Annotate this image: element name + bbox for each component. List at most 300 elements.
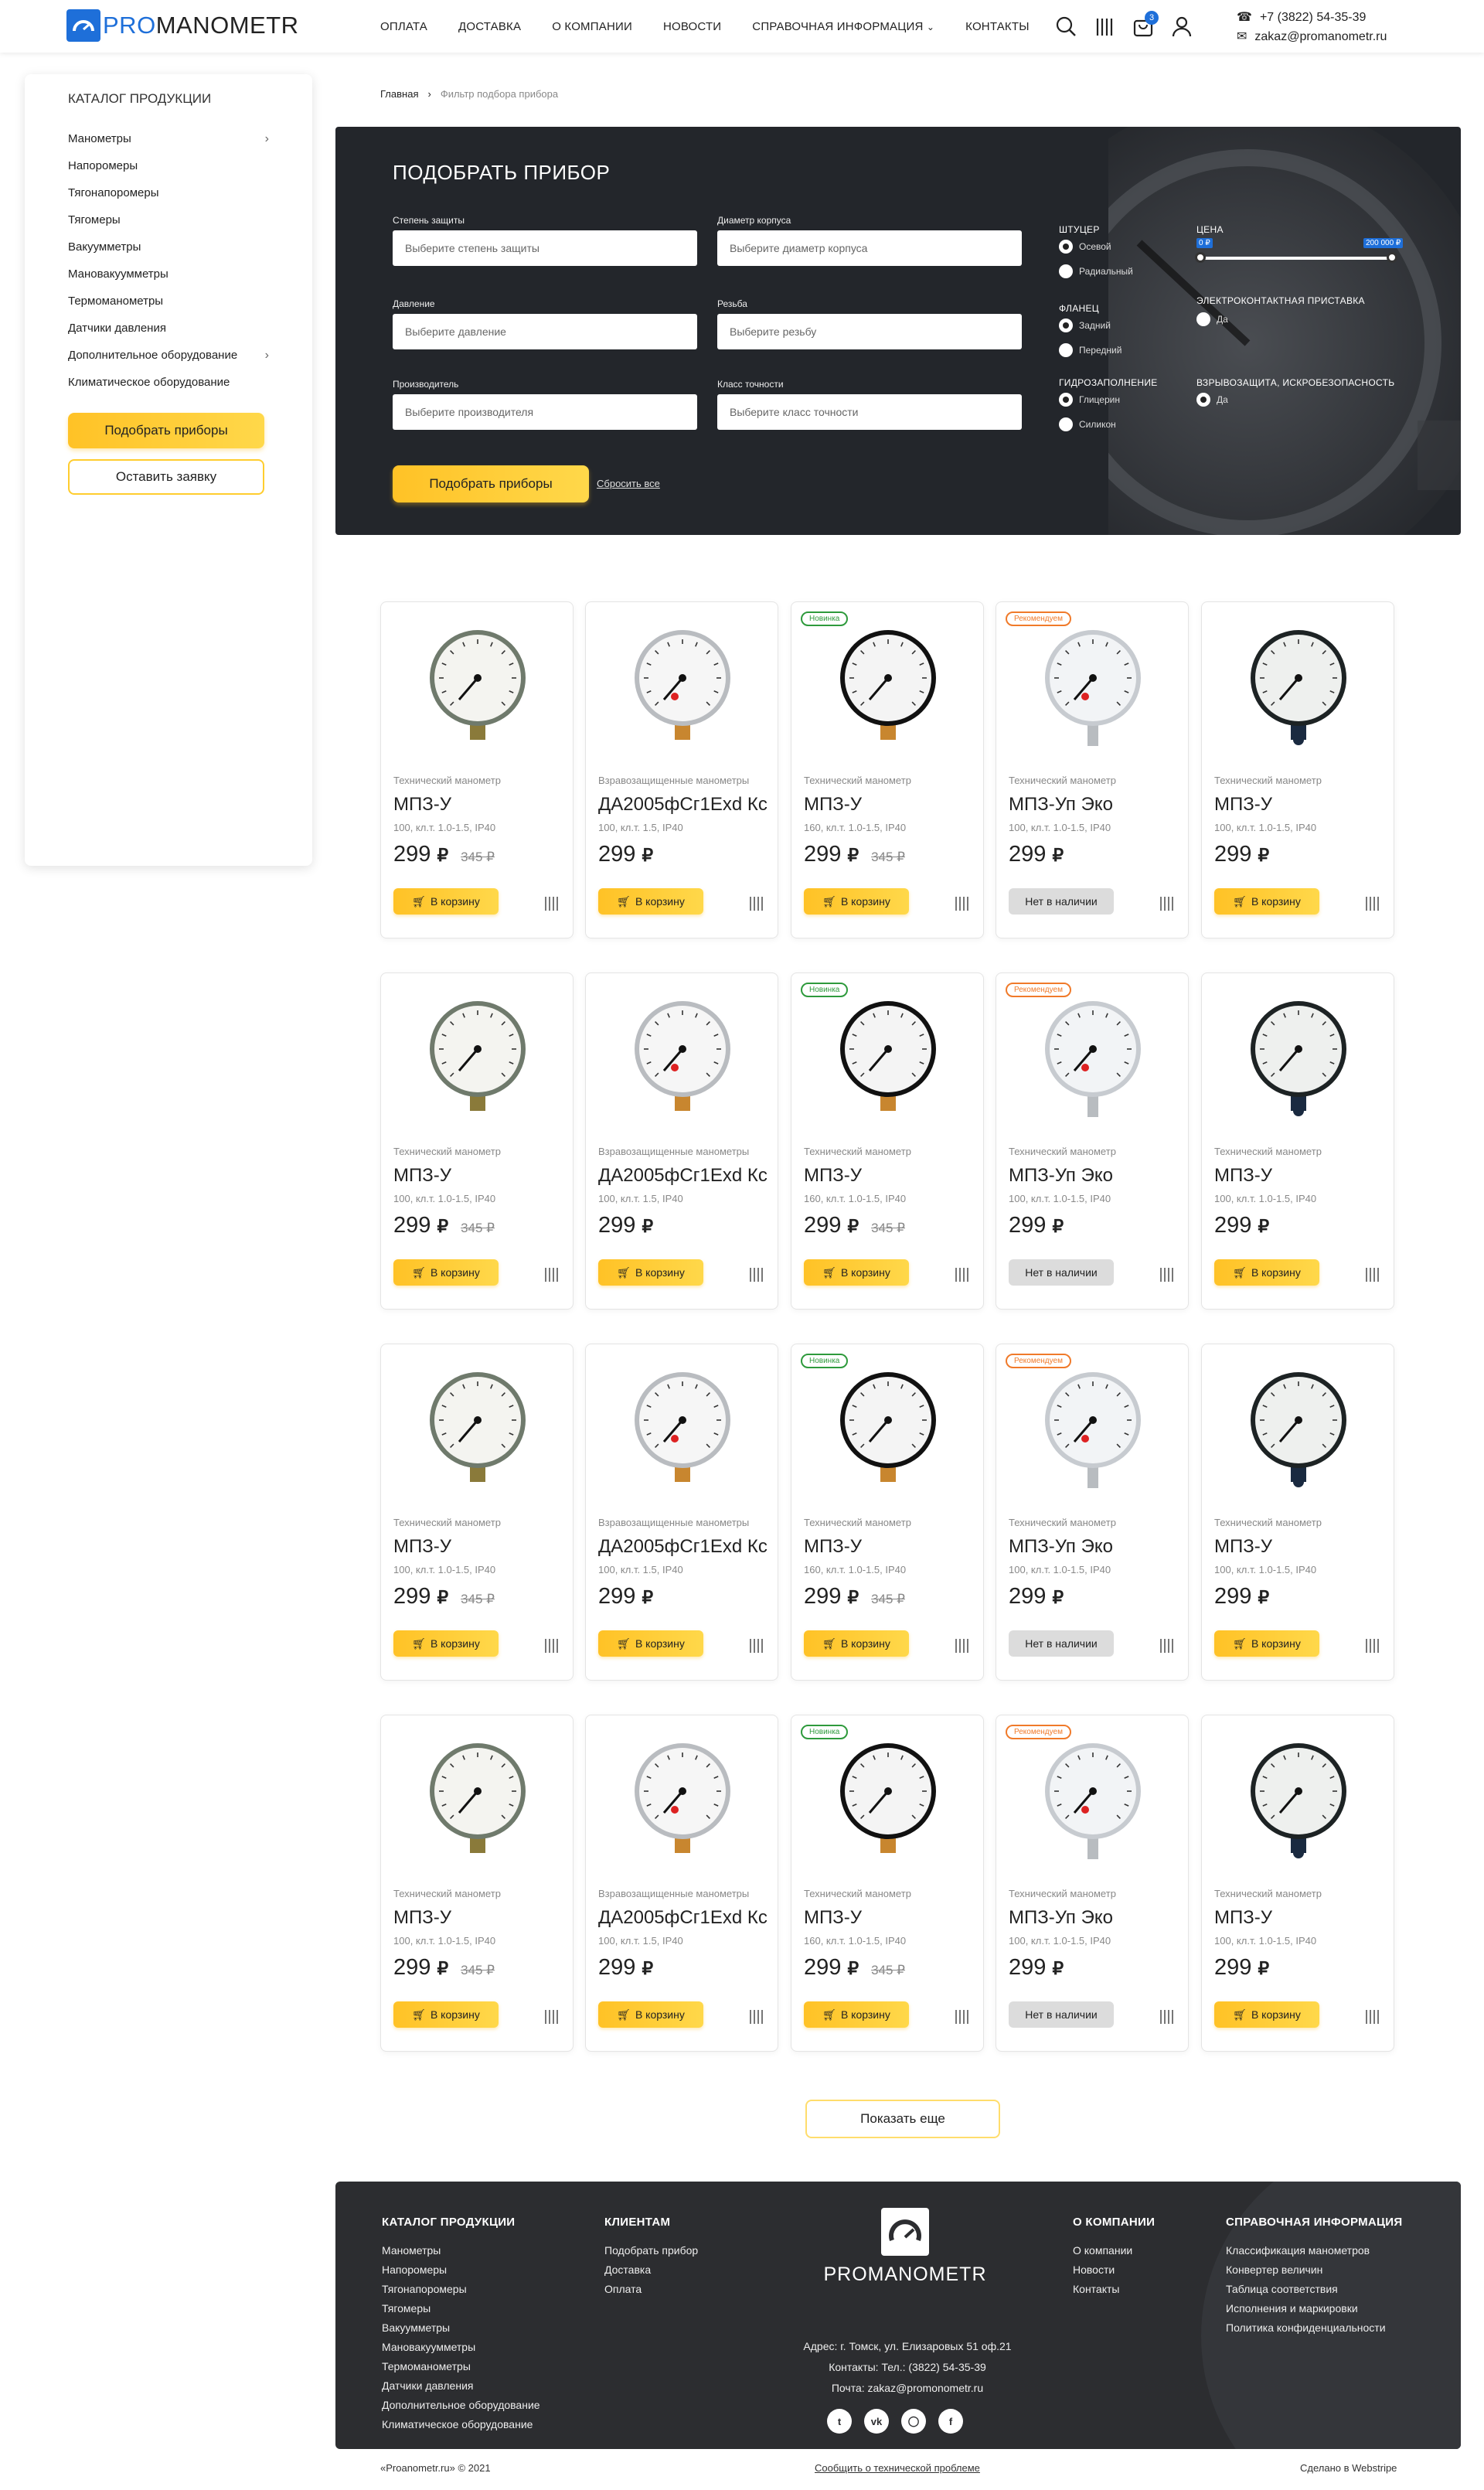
gidro-title: ГИДРОЗАПОЛНЕНИЕ (1059, 377, 1158, 388)
copyright: «Proanometr.ru» © 2021 (380, 2462, 491, 2474)
footer-catalog-link[interactable]: Климатическое оборудование (382, 2418, 533, 2430)
nav-contacts[interactable]: КОНТАКТЫ (965, 20, 1030, 33)
add-to-cart-label: В корзину (840, 895, 890, 908)
footer-catalog (382, 2212, 540, 2434)
radio-dot (1059, 417, 1073, 431)
show-more-button[interactable]: Показать еще (805, 2100, 1000, 2138)
site-header (0, 0, 1484, 53)
currency: ₽ (1052, 1216, 1064, 1236)
filter-reset-link[interactable]: Сбросить все (597, 478, 660, 489)
currency: ₽ (437, 1958, 449, 1978)
add-to-cart-label: В корзину (635, 1266, 685, 1279)
vk-icon[interactable]: vk (864, 2409, 889, 2434)
field-label-thread: Резьба (717, 298, 747, 309)
price-max-handle[interactable] (1387, 252, 1397, 263)
chevron-right-icon[interactable]: › (264, 349, 269, 362)
product-card[interactable] (585, 1344, 778, 1681)
chevron-right-icon: › (427, 88, 431, 100)
product-image[interactable] (586, 996, 779, 1120)
product-image[interactable] (381, 1368, 574, 1491)
currency: ₽ (642, 1958, 654, 1978)
sidebar-item[interactable] (68, 206, 269, 233)
cart-icon: 🛒︎ (1233, 1265, 1247, 1279)
cart-icon: 🛒︎ (1233, 894, 1247, 908)
product-category: Технический манометр (1214, 1517, 1322, 1528)
cart-icon: 🛒︎ (412, 2008, 426, 2021)
logo[interactable] (66, 9, 299, 42)
product-price (598, 1955, 653, 1981)
product-price (804, 1213, 905, 1238)
product-price (804, 1955, 905, 1981)
compare-icon[interactable] (1364, 1265, 1381, 1282)
footer-catalog-link[interactable]: Вакуумметры (382, 2321, 451, 2334)
currency: ₽ (437, 1216, 449, 1236)
price-max-tag: 200 000 ₽ (1363, 238, 1403, 248)
product-price (393, 842, 495, 867)
footer-catalog-link[interactable]: Термоманометры (382, 2360, 471, 2372)
radio-shtutser-axial[interactable] (1059, 240, 1111, 254)
footer-phone[interactable]: Контакты: Тел.: (3822) 54-35-39 (829, 2361, 986, 2373)
cart-icon: 🛒︎ (412, 1637, 426, 1650)
footer-catalog-link[interactable]: Тягонапоромеры (382, 2283, 467, 2295)
instagram-icon[interactable]: ◯ (901, 2409, 926, 2434)
add-to-cart-button[interactable] (393, 2001, 499, 2028)
facebook-icon[interactable]: f (938, 2409, 963, 2434)
compare-icon[interactable] (1159, 894, 1176, 911)
filter-title: ПОДОБРАТЬ ПРИБОР (393, 161, 611, 184)
footer-info-link[interactable]: Политика конфиденциальности (1226, 2321, 1386, 2334)
footer-catalog-link[interactable]: Мановакуумметры (382, 2341, 476, 2353)
product-name[interactable]: ДА2005фСг1Exd Кс (598, 794, 768, 815)
product-name[interactable]: МПЗ-Уп Эко (1009, 1165, 1113, 1186)
footer-clients-link[interactable]: Подобрать прибор (604, 2244, 699, 2257)
product-category: Взравозащищенные манометры (598, 1888, 750, 1899)
product-spec: 100, кл.т. 1.0-1.5, IP40 (1009, 1935, 1111, 1947)
radio-dot (1059, 393, 1073, 407)
protection-select[interactable]: Выберите степень защиты (393, 230, 697, 266)
product-name[interactable]: МПЗ-У (1214, 1907, 1272, 1928)
out-of-stock-button[interactable]: Нет в наличии (1009, 1259, 1114, 1286)
price-value: 299 (1214, 1584, 1252, 1609)
breadcrumb-home[interactable]: Главная (380, 88, 419, 100)
footer-company-title: О КОМПАНИИ (1073, 2216, 1156, 2229)
compare-icon[interactable] (543, 894, 560, 911)
add-to-cart-button[interactable] (804, 888, 909, 915)
compare-icon[interactable] (748, 894, 765, 911)
product-image[interactable] (791, 625, 985, 749)
add-to-cart-button[interactable] (598, 1259, 703, 1286)
add-to-cart-button[interactable] (393, 888, 499, 915)
leave-request-button[interactable]: Оставить заявку (68, 459, 264, 495)
sidebar-item-label: Тягонапоромеры (68, 186, 159, 199)
product-name[interactable]: ДА2005фСг1Exd Кс (598, 1165, 768, 1186)
radio-label: Передний (1079, 345, 1122, 356)
compare-icon[interactable] (954, 2008, 971, 2025)
gauge-background-image (1108, 127, 1461, 535)
price-value: 299 (393, 842, 431, 867)
cart-icon: 🛒︎ (1233, 1637, 1247, 1650)
product-card[interactable] (996, 601, 1189, 938)
add-to-cart-button[interactable] (598, 888, 703, 915)
product-name[interactable]: МПЗ-У (804, 1907, 862, 1928)
product-image[interactable] (791, 1368, 985, 1491)
product-card[interactable] (585, 972, 778, 1310)
product-card[interactable] (585, 601, 778, 938)
add-to-cart-button[interactable] (598, 2001, 703, 2028)
compare-icon[interactable] (954, 1637, 971, 1654)
product-name[interactable]: МПЗ-У (393, 794, 451, 815)
header-email[interactable]: zakaz@promanometr.ru (1254, 30, 1387, 43)
field-label-protection: Степень защиты (393, 215, 465, 226)
product-name[interactable]: МПЗ-У (393, 1165, 451, 1186)
price-range-track[interactable] (1200, 257, 1393, 260)
product-category: Технический манометр (1009, 1517, 1116, 1528)
footer-catalog-link[interactable]: Напоромеры (382, 2263, 448, 2276)
radio-label: Силикон (1079, 419, 1116, 430)
product-image[interactable] (381, 1739, 574, 1862)
price-value: 299 (598, 842, 636, 867)
compare-icon[interactable] (748, 2008, 765, 2025)
compare-icon[interactable] (748, 1265, 765, 1282)
add-to-cart-label: В корзину (430, 1637, 480, 1650)
search-icon[interactable] (1055, 15, 1077, 37)
footer-info (1226, 2212, 1402, 2338)
product-image[interactable] (996, 1739, 1190, 1862)
product-tag: Рекомендуем (1006, 1354, 1071, 1368)
radio-label: Глицерин (1079, 394, 1120, 405)
footer-catalog-link[interactable]: Датчики давления (382, 2379, 474, 2392)
accuracy-select[interactable]: Выберите класс точности (717, 394, 1022, 430)
add-to-cart-button[interactable] (804, 2001, 909, 2028)
product-spec: 100, кл.т. 1.0-1.5, IP40 (1009, 1193, 1111, 1204)
radio-electro-yes[interactable] (1196, 312, 1228, 326)
footer-logo[interactable] (812, 2208, 998, 2286)
product-spec: 100, кл.т. 1.5, IP40 (598, 1935, 683, 1947)
filter-submit-button[interactable]: Подобрать приборы (393, 465, 589, 502)
price-value: 299 (1009, 1955, 1047, 1980)
breadcrumb-current: Фильтр подбора прибора (440, 88, 559, 100)
product-image[interactable] (996, 1368, 1190, 1491)
electro-title: ЭЛЕКТРОКОНТАКТНАЯ ПРИСТАВКА (1196, 295, 1365, 306)
radio-flanets-front[interactable] (1059, 343, 1122, 357)
product-image[interactable] (586, 625, 779, 749)
product-card[interactable] (380, 601, 574, 938)
product-spec: 100, кл.т. 1.5, IP40 (598, 1193, 683, 1204)
price-value: 299 (1214, 842, 1252, 867)
product-name[interactable]: МПЗ-Уп Эко (1009, 1907, 1113, 1928)
cart-icon: 🛒︎ (617, 1265, 631, 1279)
product-name[interactable]: МПЗ-У (1214, 1536, 1272, 1557)
compare-icon[interactable] (543, 2008, 560, 2025)
compare-icon[interactable] (1159, 1265, 1176, 1282)
field-label-manufacturer: Производитель (393, 379, 459, 390)
compare-icon[interactable] (1094, 15, 1115, 37)
manufacturer-select[interactable]: Выберите производителя (393, 394, 697, 430)
add-to-cart-label: В корзину (840, 1637, 890, 1650)
footer-clients-link[interactable]: Оплата (604, 2283, 642, 2295)
compare-icon[interactable] (1364, 2008, 1381, 2025)
product-tag: Новинка (801, 1354, 848, 1368)
price-value: 299 (598, 1955, 636, 1980)
price-min-tag: 0 ₽ (1196, 238, 1213, 248)
product-card[interactable] (996, 1715, 1189, 2052)
product-card[interactable] (1201, 1344, 1394, 1681)
product-category: Технический манометр (1214, 775, 1322, 786)
sidebar-item[interactable] (68, 342, 269, 369)
product-card[interactable] (791, 1715, 984, 2052)
price-value: 299 (1214, 1213, 1252, 1238)
add-to-cart-button[interactable] (804, 1259, 909, 1286)
product-tag: Рекомендуем (1006, 983, 1071, 997)
price-value: 299 (804, 1584, 842, 1609)
product-spec: 160, кл.т. 1.0-1.5, IP40 (804, 1564, 907, 1575)
product-name[interactable]: МПЗ-У (804, 794, 862, 815)
cart-icon: 🛒︎ (822, 894, 836, 908)
radio-dot (1196, 312, 1210, 326)
product-card[interactable] (1201, 1715, 1394, 2052)
product-image[interactable] (381, 996, 574, 1120)
add-to-cart-button[interactable] (1214, 1259, 1319, 1286)
out-of-stock-button[interactable]: Нет в наличии (1009, 888, 1114, 915)
product-image[interactable] (1202, 625, 1395, 749)
product-spec: 100, кл.т. 1.0-1.5, IP40 (393, 822, 496, 833)
product-image[interactable] (791, 996, 985, 1120)
sidebar-item[interactable] (68, 288, 269, 315)
sidebar-item-label: Дополнительное оборудование (68, 349, 238, 362)
nav-news[interactable]: НОВОСТИ (662, 20, 722, 33)
sidebar-item-label: Термоманометры (68, 295, 164, 308)
sidebar-item-label: Манометры (68, 132, 131, 145)
sidebar-item-label: Напоромеры (68, 159, 138, 172)
pressure-select[interactable]: Выберите давление (393, 314, 697, 349)
sidebar-item[interactable] (68, 179, 269, 206)
field-label-accuracy: Класс точности (717, 379, 784, 390)
out-of-stock-button[interactable]: Нет в наличии (1009, 2001, 1114, 2028)
add-to-cart-button[interactable] (1214, 2001, 1319, 2028)
nav-payment[interactable]: ОПЛАТА (380, 20, 427, 33)
radio-flanets-rear[interactable] (1059, 318, 1111, 332)
product-image[interactable] (1202, 1368, 1395, 1491)
product-spec: 100, кл.т. 1.0-1.5, IP40 (1009, 822, 1111, 833)
nav-about[interactable]: О КОМПАНИИ (552, 20, 632, 33)
sidebar-item[interactable] (68, 315, 269, 342)
product-name[interactable]: МПЗ-У (804, 1165, 862, 1186)
product-image[interactable] (381, 625, 574, 749)
product-image[interactable] (586, 1739, 779, 1862)
product-card[interactable] (380, 1344, 574, 1681)
compare-icon[interactable] (1364, 894, 1381, 911)
product-image[interactable] (1202, 1739, 1395, 1862)
radio-label: Осевой (1079, 241, 1111, 252)
product-card[interactable] (996, 1344, 1189, 1681)
product-price (598, 1584, 653, 1609)
add-to-cart-button[interactable] (598, 1630, 703, 1657)
currency: ₽ (1052, 1958, 1064, 1978)
compare-icon[interactable] (748, 1637, 765, 1654)
nav-delivery[interactable]: ДОСТАВКА (458, 20, 522, 33)
footer-catalog-link[interactable]: Манометры (382, 2244, 441, 2257)
product-name[interactable]: МПЗ-Уп Эко (1009, 1536, 1113, 1557)
product-card[interactable] (585, 1715, 778, 2052)
radio-dot (1059, 240, 1073, 254)
compare-icon[interactable] (543, 1637, 560, 1654)
footer-info-link[interactable]: Таблица соответствия (1226, 2283, 1338, 2295)
product-price (804, 842, 905, 867)
product-spec: 100, кл.т. 1.0-1.5, IP40 (393, 1564, 496, 1575)
product-price (1009, 842, 1064, 867)
user-icon[interactable] (1171, 15, 1193, 37)
footer-catalog-title: КАТАЛОГ ПРОДУКЦИИ (382, 2216, 516, 2229)
cart-icon: 🛒︎ (617, 2008, 631, 2021)
add-to-cart-button[interactable] (1214, 888, 1319, 915)
radio-gidro-silicone[interactable] (1059, 417, 1116, 431)
product-spec: 100, кл.т. 1.0-1.5, IP40 (1214, 1564, 1317, 1575)
product-card[interactable] (791, 972, 984, 1310)
old-price: 345 ₽ (461, 850, 495, 864)
footer-company-link[interactable]: О компании (1073, 2244, 1133, 2257)
product-category: Технический манометр (393, 775, 501, 786)
price-min-handle[interactable] (1195, 252, 1206, 263)
cart-icon[interactable] (1132, 15, 1154, 37)
currency: ₽ (1258, 1216, 1270, 1236)
product-image[interactable] (791, 1739, 985, 1862)
diameter-select[interactable]: Выберите диаметр корпуса (717, 230, 1022, 266)
product-name[interactable]: МПЗ-Уп Эко (1009, 794, 1113, 815)
out-of-stock-button[interactable]: Нет в наличии (1009, 1630, 1114, 1657)
footer-company-link[interactable]: Новости (1073, 2263, 1115, 2276)
sidebar-item-label: Тягомеры (68, 213, 121, 227)
footer-info-link[interactable]: Исполнения и маркировки (1226, 2302, 1358, 2315)
logo-icon (66, 9, 100, 42)
currency: ₽ (642, 1216, 654, 1236)
add-to-cart-label: В корзину (430, 895, 480, 908)
footer-clients-title: КЛИЕНТАМ (604, 2216, 671, 2229)
add-to-cart-button[interactable] (393, 1630, 499, 1657)
product-image[interactable] (1202, 996, 1395, 1120)
price-value: 299 (393, 1213, 431, 1238)
add-to-cart-button[interactable] (804, 1630, 909, 1657)
chevron-down-icon: ⌄ (926, 22, 935, 32)
compare-icon[interactable] (1159, 1637, 1176, 1654)
product-price (1009, 1213, 1064, 1238)
currency: ₽ (1258, 1587, 1270, 1607)
nav-reference[interactable] (752, 20, 934, 33)
compare-icon[interactable] (954, 894, 971, 911)
sidebar-item-label: Климатическое оборудование (68, 376, 230, 389)
product-name[interactable]: МПЗ-У (393, 1907, 451, 1928)
product-name[interactable]: МПЗ-У (393, 1536, 451, 1557)
header-icons (1055, 15, 1193, 37)
product-card[interactable] (1201, 601, 1394, 938)
made-by-link[interactable]: Сделано в Webstripe (1300, 2462, 1397, 2474)
product-image[interactable] (996, 625, 1190, 749)
old-price: 345 ₽ (461, 1592, 495, 1606)
sidebar-item-label: Датчики давления (68, 322, 166, 335)
product-spec: 100, кл.т. 1.0-1.5, IP40 (1214, 1193, 1317, 1204)
product-image[interactable] (996, 996, 1190, 1120)
sidebar-item[interactable] (68, 233, 269, 261)
site-footer (335, 2182, 1461, 2449)
product-name[interactable]: ДА2005фСг1Exd Кс (598, 1536, 768, 1557)
radio-dot (1059, 318, 1073, 332)
radio-shtutser-radial[interactable] (1059, 264, 1133, 278)
header-phone[interactable]: +7 (3822) 54-35-39 (1259, 11, 1367, 24)
currency: ₽ (847, 845, 859, 865)
product-card[interactable] (1201, 972, 1394, 1310)
footer-clients-link[interactable]: Доставка (604, 2263, 652, 2276)
currency: ₽ (1258, 1958, 1270, 1978)
footer-catalog-link[interactable]: Тягомеры (382, 2302, 431, 2315)
currency: ₽ (642, 1587, 654, 1607)
compare-icon[interactable] (1159, 2008, 1176, 2025)
product-spec: 160, кл.т. 1.0-1.5, IP40 (804, 1193, 907, 1204)
product-image[interactable] (586, 1368, 779, 1491)
product-card[interactable] (380, 1715, 574, 2052)
product-name[interactable]: ДА2005фСг1Exd Кс (598, 1907, 768, 1928)
report-problem-link[interactable]: Сообщить о технической проблеме (815, 2462, 980, 2474)
sidebar-item[interactable] (68, 369, 269, 396)
product-card[interactable] (380, 972, 574, 1310)
cart-icon: 🛒︎ (822, 1265, 836, 1279)
add-to-cart-button[interactable] (393, 1259, 499, 1286)
twitter-icon[interactable]: t (827, 2409, 852, 2434)
product-tag: Новинка (801, 611, 848, 626)
product-card[interactable] (791, 1344, 984, 1681)
price-value: 299 (1009, 842, 1047, 867)
product-card[interactable] (996, 972, 1189, 1310)
product-category: Взравозащищенные манометры (598, 775, 750, 786)
radio-label: Задний (1079, 320, 1111, 331)
chevron-right-icon[interactable]: › (264, 132, 269, 145)
add-to-cart-button[interactable] (1214, 1630, 1319, 1657)
price-value: 299 (598, 1584, 636, 1609)
product-category: Технический манометр (393, 1146, 501, 1157)
footer-catalog-link[interactable]: Дополнительное оборудование (382, 2399, 540, 2411)
footer-address: Адрес: г. Томск, ул. Елизаровых 51 оф.21 (803, 2340, 1012, 2352)
device-filter (335, 127, 1461, 535)
compare-icon[interactable] (954, 1265, 971, 1282)
compare-icon[interactable] (1364, 1637, 1381, 1654)
sidebar-item[interactable] (68, 152, 269, 179)
compare-icon[interactable] (543, 1265, 560, 1282)
radio-gidro-glycerin[interactable] (1059, 393, 1120, 407)
product-category: Технический манометр (804, 1888, 911, 1899)
add-to-cart-label: В корзину (1251, 1637, 1301, 1650)
radio-dot (1059, 264, 1073, 278)
sidebar-item[interactable] (68, 261, 269, 288)
footer-info-link[interactable]: Классификация манометров (1226, 2244, 1370, 2257)
currency: ₽ (847, 1587, 859, 1607)
add-to-cart-label: В корзину (430, 1266, 480, 1279)
product-price (1009, 1955, 1064, 1981)
product-card[interactable] (791, 601, 984, 938)
product-spec: 100, кл.т. 1.0-1.5, IP40 (393, 1935, 496, 1947)
old-price: 345 ₽ (461, 1221, 495, 1235)
product-name[interactable]: МПЗ-У (804, 1536, 862, 1557)
product-name[interactable]: МПЗ-У (1214, 794, 1272, 815)
product-name[interactable]: МПЗ-У (1214, 1165, 1272, 1186)
thread-select[interactable]: Выберите резьбу (717, 314, 1022, 349)
footer-email[interactable]: Почта: zakaz@promonometr.ru (831, 2382, 984, 2394)
footer-info-link[interactable]: Конвертер величин (1226, 2263, 1323, 2276)
product-category: Технический манометр (1214, 1146, 1322, 1157)
radio-explosion-yes[interactable] (1196, 393, 1228, 407)
sidebar-item[interactable] (68, 125, 269, 152)
pick-devices-button[interactable]: Подобрать приборы (68, 413, 264, 448)
price-value: 299 (804, 1955, 842, 1980)
footer-company-link[interactable]: Контакты (1073, 2283, 1120, 2295)
product-category: Технический манометр (393, 1517, 501, 1528)
